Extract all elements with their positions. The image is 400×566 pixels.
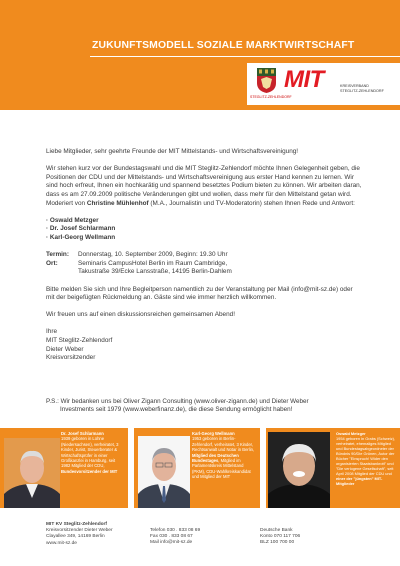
footer-bank-name: Deutsche Bank [260,528,293,533]
speaker-photo-wellmann [138,436,190,508]
footer-bank-code: BLZ 100 700 00 [260,540,295,546]
footer-contact [150,528,200,547]
closing-signer: Dieter Weber [46,345,84,353]
mit-logo-sub-line2: STEGLITZ-ZEHLENDORF [340,88,384,93]
mit-logo-wordmark: MIT [284,66,324,93]
bio-name: Oswald Metzger [336,431,366,436]
closing-role: Kreisvorsitzender [46,354,96,362]
bio-wellmann [192,431,256,480]
ort-line1: Seminaris CampusHotel Berlin im Raum Cambridge, [78,259,228,267]
bio-name: Karl-Georg Wellmann [192,431,235,436]
speaker-item: · Oswald Metzger [46,216,99,224]
header-banner [0,0,400,110]
bio-schlarmann [61,431,125,474]
bio-highlight: einer der "jüngsten" MIT-Mitglieder [336,476,383,486]
footer-website: www.mit-sz.de [46,540,77,546]
bio-highlight: Mitglied des Deutschen Bundestages [192,452,239,464]
letter-paragraph-registration: Bitte melden Sie sich und Ihre Begleitperson namentlich zu der Veranstaltung per Mail (info@mit-sz.de) oder mit der beigefügten Rückmeldung an. Gäste sind wie immer herzlich willkommen. [46,285,353,302]
termin-value: Donnerstag, 10. September 2009, Beginn: 19.30 Uhr [78,251,228,259]
letter-greeting: Liebe Mitglieder, sehr geehrte Freunde der MIT Mittelstands- und Wirtschaftsvereinigung! [46,148,299,155]
ort-row [46,260,362,277]
footer-address [46,522,113,547]
bio-text: 1953 geboren in Berlin-Zehlendorf, verheiratet, 3 Kinder, Rechtsanwalt und Notar in Berlin, [192,436,255,453]
ps-line2: Investments seit 1979 (www.weberfinanz.de), die diese Sendung ermöglicht haben! [60,406,293,414]
ort-value [78,260,232,277]
closing-ihre: Ihre [46,328,58,336]
letter-paragraph-closing: Wir freuen uns auf einen diskussionsreichen gemeinsamen Abend! [46,311,235,319]
mit-logo-subtitle [340,84,384,93]
bio-metzger [336,431,398,486]
bio-text: 1954 geboren in Grabs (Schweiz), verheiratet, ehemaliges Mitglied und Bundestagsabgeordneter der Bündnis 90/Die Grünen, Autor der Bücher "Einspruch! Wider den organisierten Staatsbankrott" und "Die verlogene Gesellschaft", seit April 2008 Mitglied der CDU und [336,436,396,476]
footer-bank [260,528,300,547]
closing-org: MIT Steglitz-Zehlendorf [46,337,113,345]
ort-line2: Takustraße 39/Ecke Lansstraße, 14195 Berlin-Dahlem [78,268,232,276]
footer-org-line2: Clayallee 349, 14169 Berlin [46,534,105,540]
speaker-photo-metzger [268,432,330,508]
moderator-name: Christine Mühlenhof [86,199,149,207]
ps-line1: P.S.: Wir bedanken uns bei Oliver Zigann Consulting (www.oliver-zigann.de) und Dieter Weber [46,398,309,405]
termin-row [46,251,362,260]
footer-phone: Telefon 030 . 833 08 69 [150,528,201,533]
header-divider [90,56,400,57]
header-title: ZUKUNFTSMODELL SOZIALE MARKTWIRTSCHAFT [92,40,355,51]
footer-org-line1: Kreisvorsitzender Dieter Weber [46,528,113,534]
bio-text: 1939 geboren in Lohne (Niedersachsen), verheiratet, 3 Kinder, Jurist, Steuerberater & Wirtschaftsprüfer in einer Großkanzlei in Hamburg, seit 1982 Mitglied der CDU, [61,436,119,469]
footer-email: Mail info@mit-sz.de [150,540,193,546]
bio-name: Dr. Josef Schlarmann [61,431,104,436]
speaker-list [46,217,362,243]
bio-text-continued: , Mitglied im Parlamentskreis Mittelstand (PKM), CDU-Wahlkreiskandidat und Mitglied der MIT [192,458,251,480]
footer-bank-account: Konto 070 117 706 [260,534,301,540]
letter-body [46,148,362,363]
speaker-item: · Dr. Josef Schlarmann [46,225,116,233]
ort-label: Ort: [46,259,58,267]
crest-caption: STEGLITZ-ZEHLENDORF [250,95,292,99]
mit-logo-sub-line1: KREISVERBAND [340,84,369,88]
intro-text-a: Wir stehen kurz vor der Bundestagswahl und die MIT Steglitz-Zehlendorf möchte Ihnen Gelegenheit geben, die Positionen der CDU und der Mittelstands- und Wirtschaftsvereinigung aus erster Hand kennen zu lernen. Wir sind hoch erfreut, Ihnen ein hochkarätig und spannend besetztes Podium bieten zu können. Wir arbeiten daran, dass es am 27.09.2009 politische Veränderungen gibt und wollen, dass mehr für den Mittelstand getan wird. Moderiert von [46,165,362,207]
footer-fax: Fax 030 . 833 08 67 [150,534,193,540]
footer-org-name: MIT KV Steglitz-Zehlendorf [46,522,108,527]
intro-text-b: (M.A., Journalistin und TV-Moderatorin) stehen Ihnen Rede und Antwort: [148,199,355,207]
termin-label: Termin: [46,251,69,259]
district-crest-icon [257,68,276,93]
letter-paragraph-intro [46,165,362,208]
speaker-photo-schlarmann [4,438,60,508]
speaker-item: · Karl-Georg Wellmann [46,233,116,241]
bio-highlight: Bundesvorsitzender der MIT [61,468,118,474]
postscript [46,398,366,415]
